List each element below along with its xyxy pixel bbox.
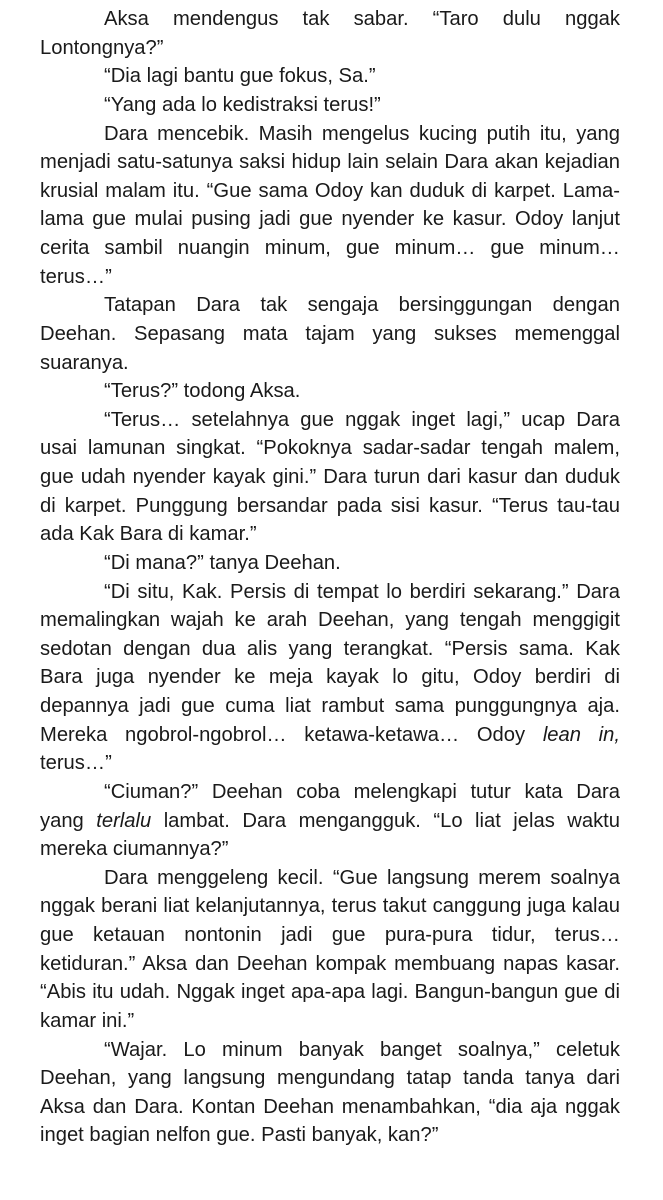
text-segment: Aksa mendengus tak sabar. “Taro dulu nggak Lontongnya?” — [40, 8, 620, 59]
paragraph — [40, 406, 620, 549]
paragraph — [40, 5, 620, 62]
paragraph — [40, 291, 620, 377]
text-segment: “Dia lagi bantu gue fokus, Sa.” — [104, 65, 376, 88]
emphasis-text: lean in, — [542, 723, 620, 746]
paragraph — [40, 578, 620, 778]
text-segment: Dara menggeleng kecil. “Gue langsung merem soalnya nggak berani liat kelanjutannya, terus takut canggung juga kalau gue ketauan nontonin jadi gue pura-pura tidur, terus… ketiduran.” Aksa dan Deehan kompak membuang napas kasar. “Abis itu udah. Nggak inget apa-apa lagi. Bangun-bangun gue di kamar ini.” — [40, 866, 620, 1032]
text-segment: “Di situ, Kak. Persis di tempat lo berdiri sekarang.” Dara memalingkan wajah ke arah Deehan, yang tengah menggigit sedotan dengan dua alis yang terangkat. “Persis sama. Kak Bara juga nyender ke meja kayak lo gitu, Odoy berdiri di depannya jadi gue cuma liat rambut sama punggungnya aja. Mereka ngobrol-ngobrol… ketawa-ketawa… Odoy — [40, 580, 620, 746]
paragraph — [40, 62, 620, 91]
paragraph — [40, 91, 620, 120]
body-text — [40, 5, 620, 1150]
paragraph — [40, 377, 620, 406]
paragraph — [40, 120, 620, 292]
text-segment: “Terus?” todong Aksa. — [104, 380, 301, 403]
text-segment: Dara mencebik. Masih mengelus kucing putih itu, yang menjadi satu-satunya saksi hidup lain selain Dara akan kejadian krusial malam itu. “Gue sama Odoy kan duduk di karpet. Lama-lama gue mulai pusing jadi gue nyender ke kasur. Odoy lanjut cerita sambil nuangin minum, gue minum… gue minum… terus…” — [40, 122, 620, 288]
emphasis-text: terlalu — [96, 809, 152, 832]
text-segment: “Wajar. Lo minum banyak banget soalnya,” celetuk Deehan, yang langsung mengundang tatap tanda tanya dari Aksa dan Dara. Kontan Deehan menambahkan, “dia aja nggak inget bagian nelfon gue. Pasti banyak, kan?” — [40, 1038, 620, 1147]
paragraph — [40, 1036, 620, 1151]
text-segment: “Terus… setelahnya gue nggak inget lagi,” ucap Dara usai lamunan singkat. “Pokoknya sadar-sadar tengah malem, gue udah nyender kayak gini.” Dara turun dari kasur dan duduk di karpet. Punggung bersandar pada sisi kasur. “Terus tau-tau ada Kak Bara di kamar.” — [40, 408, 620, 546]
paragraph — [40, 549, 620, 578]
text-segment: “Di mana?” tanya Deehan. — [104, 551, 341, 574]
text-segment: lambat. Dara mengangguk. “Lo liat jelas waktu mereka ciumannya?” — [40, 809, 621, 861]
text-segment: Tatapan Dara tak sengaja bersinggungan dengan Deehan. Sepasang mata tajam yang sukses memenggal suaranya. — [40, 294, 620, 374]
text-segment: “Yang ada lo kedistraksi terus!” — [104, 93, 381, 116]
text-segment: terus…” — [40, 752, 112, 775]
text-segment: “Ciuman?” Deehan coba melengkapi tutur kata Dara yang — [40, 780, 620, 832]
paragraph — [40, 778, 620, 864]
paragraph — [40, 864, 620, 1036]
